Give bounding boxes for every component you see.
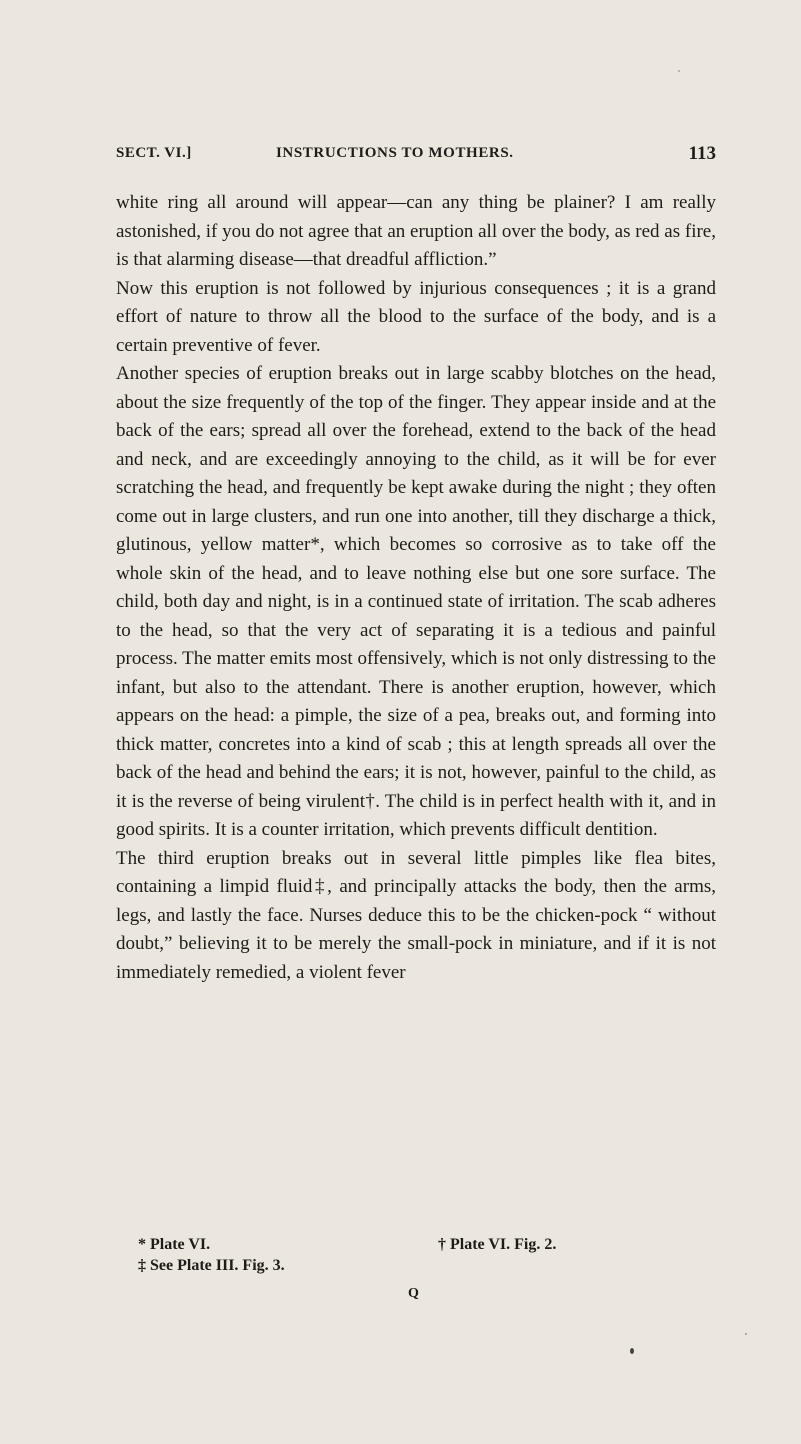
paragraph-third-eruption: The third eruption breaks out in several little pimples like flea bites, containing a limpid fluid‡, and principally attacks the body, then the arms, legs, and lastly the face. Nurses deduce this to be the chicken-pock “ without doubt,” believing it to be merely the small-pock in miniature, and if it is not immediately remedied, a violent fever — [116, 847, 716, 983]
paragraph-eruption: Now this eruption is not followed by injurious consequences ; it is a grand effort of nature to throw all the blood to the surface of the body, and is a certain preventive of fever. — [116, 277, 716, 356]
footnotes — [138, 1234, 678, 1276]
page-number: 113 — [688, 143, 716, 164]
body-text — [116, 189, 716, 987]
paragraph-continued: white ring all around will appear—can any thing be plainer? I am really astonished, if you do not agree that an eruption all over the body, as red as fire, is that alarming disease—that dreadful affliction.” — [116, 192, 716, 270]
footnote-double-dagger: ‡ See Plate III. Fig. 3. — [138, 1257, 285, 1274]
footnote-star: * Plate VI. — [138, 1236, 211, 1253]
paragraph-scabby-blotches: Another species of eruption breaks out in large scabby blotches on the head, about the size frequently of the top of the finger. They appear inside and at the back of the ears; spread all over the forehead, extend to the back of the head and neck, and are exceedingly annoying to the child, as it will be for ever scratching the head, and frequently be kept awake during the night ; they often come out in large clusters, and run one into another, till they discharge a thick, glutinous, yellow matter*, which becomes so corrosive as to take off the whole skin of the head, and to leave nothing else but one sore surface. The child, both day and night, is in a continued state of irritation. The scab adheres to the head, so that the very act of separating it is a tedious and painful process. The matter emits most offensively, which is not only distressing to the infant, but also to the attendant. There is another eruption, however, which appears on the head: a pimple, the size of a pea, breaks out, and forming into thick matter, concretes into a kind of scab ; this at length spreads all over the back of the head and behind the ears; it is not, however, painful to the child, as it is the reverse of being virulent†. The child is in perfect health with it, and in good spirits. It is a counter irritation, which prevents difficult dentition. — [116, 363, 716, 840]
ink-speck — [745, 1333, 747, 1335]
ink-speck — [630, 1348, 634, 1354]
footnote-dagger: † Plate VI. Fig. 2. — [438, 1236, 557, 1253]
ink-speck — [678, 70, 680, 72]
section-label: SECT. VI.] — [116, 145, 192, 161]
signature-mark: Q — [408, 1286, 419, 1301]
running-title: INSTRUCTIONS TO MOTHERS. — [276, 145, 514, 161]
